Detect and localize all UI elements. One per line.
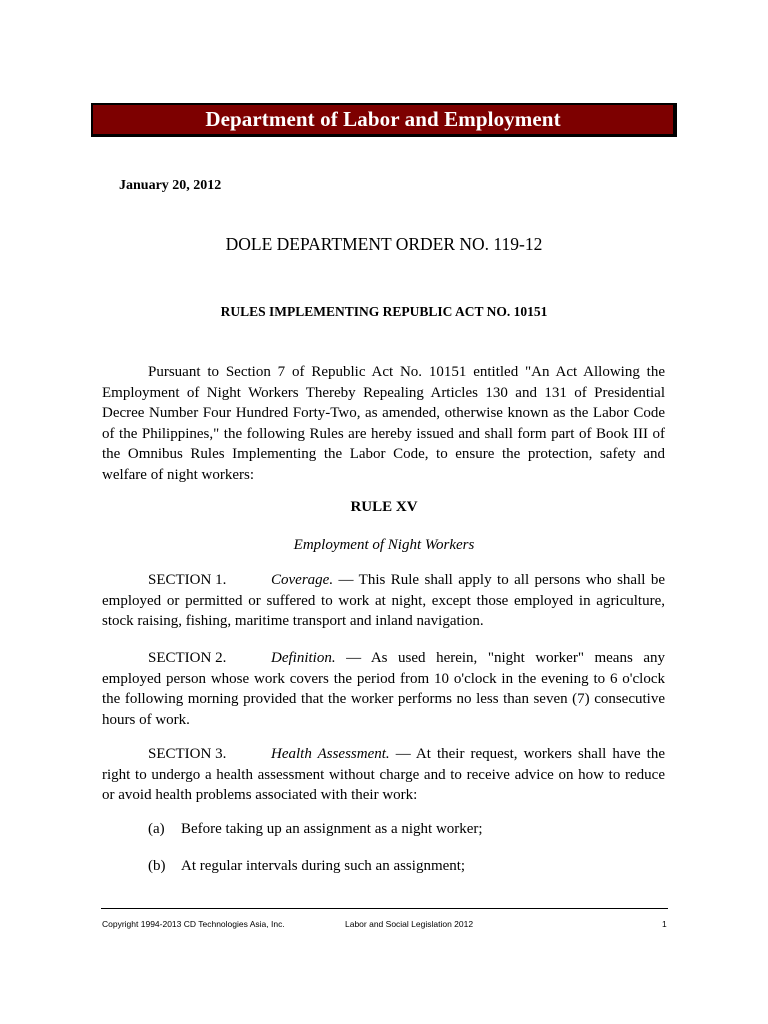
section-heading: Health Assessment. <box>271 746 390 762</box>
section-heading: Definition. <box>271 650 336 666</box>
intro-paragraph <box>102 362 665 485</box>
section-1 <box>102 570 665 632</box>
section-heading: Coverage. <box>271 572 334 588</box>
section-2 <box>102 648 665 730</box>
section-text: — This Rule shall apply to all persons who shall be employed or permitted or suffered to work at night, except those employed in agriculture, stock raising, fishing, maritime transport and inland navigation. <box>102 572 665 629</box>
list-item <box>148 821 483 838</box>
item-marker: (a) <box>148 821 165 837</box>
section-label: SECTION 1. <box>148 572 227 588</box>
section-3 <box>102 744 665 806</box>
section-label: SECTION 3. <box>148 746 227 762</box>
section-text: — As used herein, "night worker" means any employed person whose work covers the period from 10 o'clock in the evening to 6 o'clock the following morning provided that the worker performs no less than seven (7) consecutive hours of work. <box>102 650 665 728</box>
department-banner <box>91 103 677 137</box>
section-label: SECTION 2. <box>148 650 227 666</box>
footer-copyright: Copyright 1994-2013 CD Technologies Asia, Inc. <box>102 919 285 929</box>
list-item <box>148 858 465 875</box>
page-number: 1 <box>662 919 667 929</box>
department-title: Department of Labor and Employment <box>205 107 561 131</box>
section-text: — At their request, workers shall have the right to undergo a health assessment without charge and to receive advice on how to reduce or avoid health problems associated with their work: <box>102 746 665 803</box>
footer-publication: Labor and Social Legislation 2012 <box>345 919 474 929</box>
order-number: DOLE DEPARTMENT ORDER NO. 119-12 <box>225 234 543 254</box>
item-text: At regular intervals during such an assignment; <box>181 858 466 874</box>
footer-divider <box>101 908 668 909</box>
document-date: January 20, 2012 <box>119 178 222 193</box>
item-marker: (b) <box>148 858 166 874</box>
rules-heading: RULES IMPLEMENTING REPUBLIC ACT NO. 10151 <box>220 304 548 319</box>
rule-title: RULE XV <box>350 499 418 515</box>
intro-text: Pursuant to Section 7 of Republic Act No. 10151 entitled "An Act Allowing the Employment of Night Workers Thereby Repealing Articles 130 and 131 of Presidential Decree Number Four Hundred Forty-Two, as amended, otherwise known as the Labor Code of the Philippines," the following Rules are hereby issued and shall form part of Book III of the Omnibus Rules Implementing the Labor Code, to ensure the protection, safety and welfare of night workers: <box>102 364 665 483</box>
rule-subtitle: Employment of Night Workers <box>293 537 475 553</box>
item-text: Before taking up an assignment as a night worker; <box>181 821 483 837</box>
